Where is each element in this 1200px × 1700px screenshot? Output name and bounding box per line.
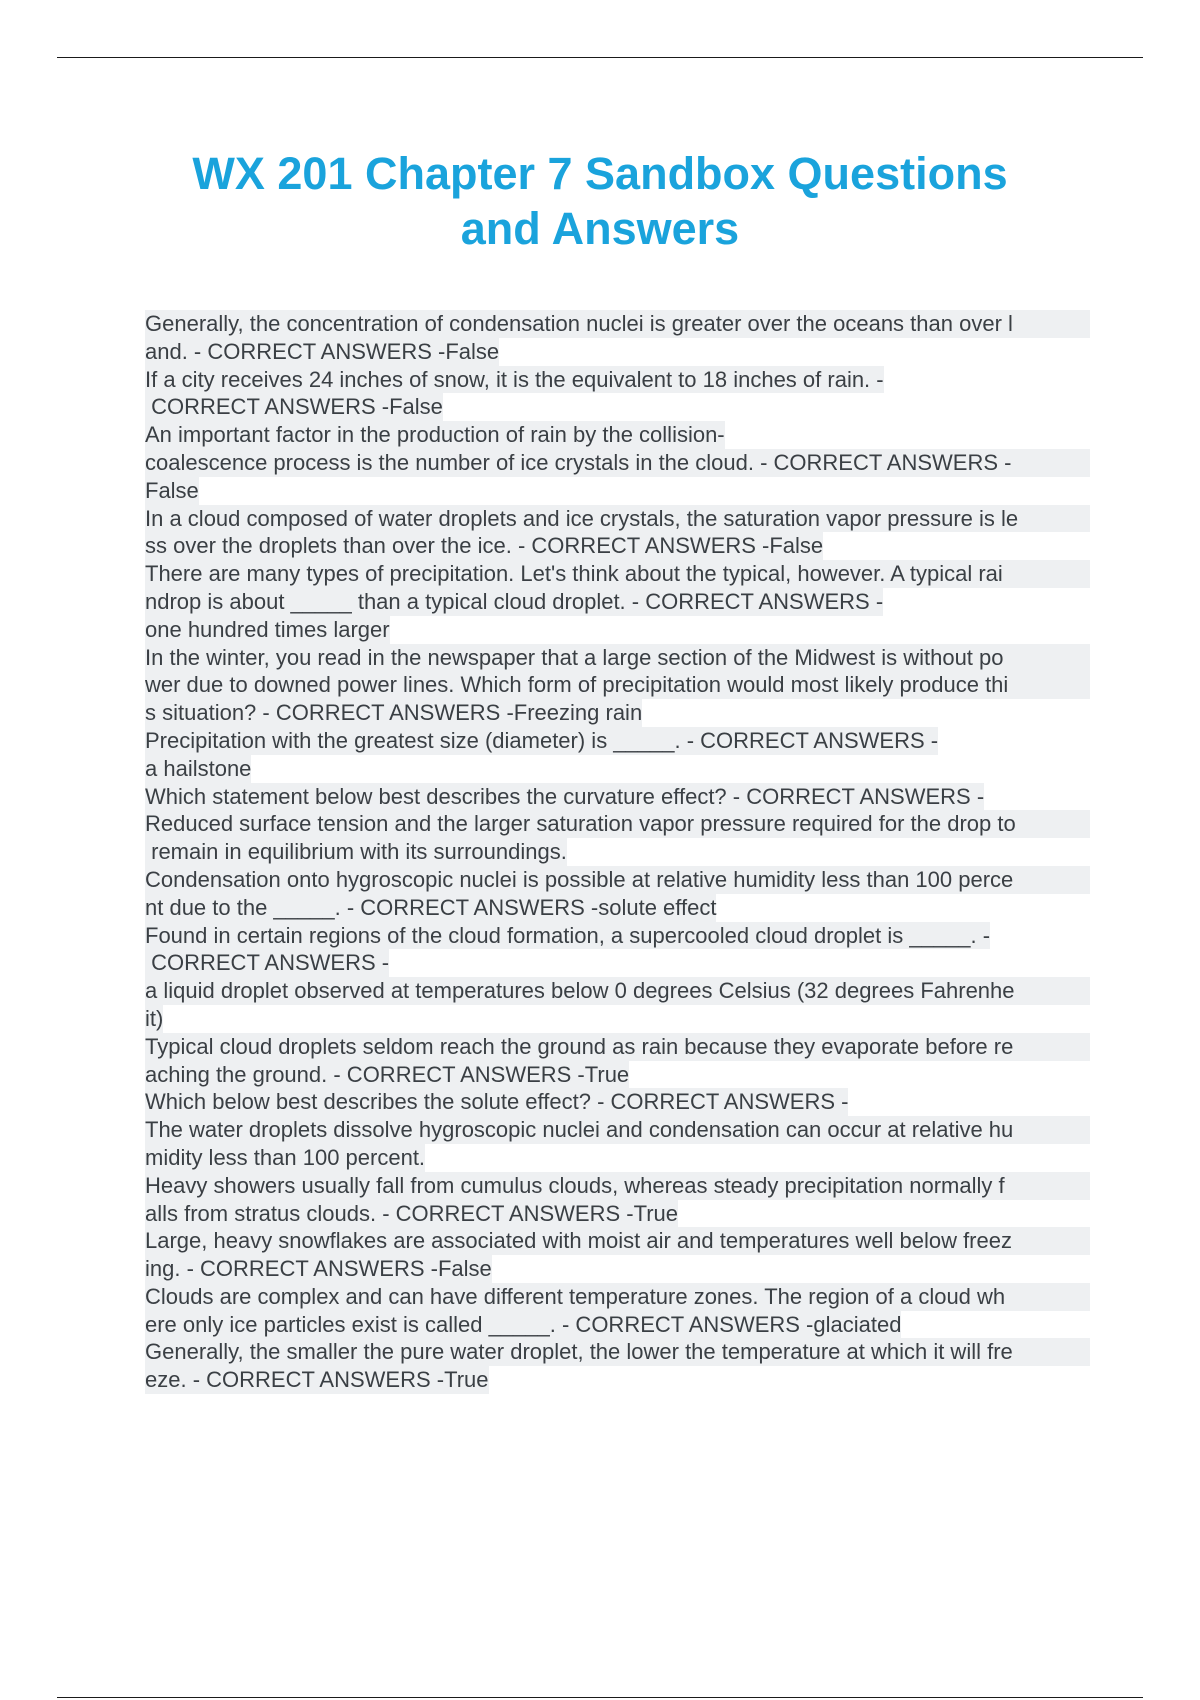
text-line: midity less than 100 percent. bbox=[145, 1144, 426, 1170]
text-line: a liquid droplet observed at temperatures below 0 degrees Celsius (32 degrees Fahrenhe bbox=[145, 977, 1090, 1005]
text-line: Generally, the concentration of condensation nuclei is greater over the oceans than over l bbox=[145, 310, 1090, 338]
text-line: ss over the droplets than over the ice. - CORRECT ANSWERS -False bbox=[145, 533, 824, 559]
bottom-rule bbox=[57, 1697, 1143, 1698]
text-line: In a cloud composed of water droplets and ice crystals, the saturation vapor pressure is le bbox=[145, 505, 1090, 533]
text-line: wer due to downed power lines. Which form of precipitation would most likely produce thi bbox=[145, 671, 1090, 699]
text-line: ing. - CORRECT ANSWERS -False bbox=[145, 1256, 492, 1282]
text-line: Precipitation with the greatest size (diameter) is _____. - CORRECT ANSWERS - bbox=[145, 727, 939, 753]
top-rule bbox=[57, 57, 1143, 58]
text-line: nt due to the _____. - CORRECT ANSWERS -solute effect bbox=[145, 894, 717, 920]
title-line-2: and Answers bbox=[460, 203, 740, 254]
title-line-1: WX 201 Chapter 7 Sandbox Questions bbox=[192, 148, 1008, 199]
text-line: Which statement below best describes the curvature effect? - CORRECT ANSWERS - bbox=[145, 783, 985, 809]
text-line: it) bbox=[145, 1005, 164, 1031]
text-line: Reduced surface tension and the larger saturation vapor pressure required for the drop to bbox=[145, 810, 1090, 838]
text-line: eze. - CORRECT ANSWERS -True bbox=[145, 1367, 489, 1393]
text-line: False bbox=[145, 477, 199, 503]
text-line: s situation? - CORRECT ANSWERS -Freezing rain bbox=[145, 700, 643, 726]
text-line: Found in certain regions of the cloud formation, a supercooled cloud droplet is _____. - bbox=[145, 922, 991, 948]
text-line: Generally, the smaller the pure water droplet, the lower the temperature at which it will fre bbox=[145, 1338, 1090, 1366]
text-line: alls from stratus clouds. - CORRECT ANSWERS -True bbox=[145, 1200, 678, 1226]
text-line: An important factor in the production of rain by the collision- bbox=[145, 422, 725, 448]
text-line: Heavy showers usually fall from cumulus clouds, whereas steady precipitation normally f bbox=[145, 1172, 1090, 1200]
text-line: Typical cloud droplets seldom reach the ground as rain because they evaporate before re bbox=[145, 1033, 1090, 1061]
text-line: aching the ground. - CORRECT ANSWERS -True bbox=[145, 1061, 630, 1087]
text-line: ere only ice particles exist is called _____. - CORRECT ANSWERS -glaciated bbox=[145, 1311, 902, 1337]
text-line: CORRECT ANSWERS -False bbox=[145, 394, 443, 420]
text-line: ndrop is about _____ than a typical cloud droplet. - CORRECT ANSWERS - bbox=[145, 588, 884, 614]
qa-body bbox=[145, 310, 1090, 1394]
text-line: If a city receives 24 inches of snow, it is the equivalent to 18 inches of rain. - bbox=[145, 366, 884, 392]
text-line: In the winter, you read in the newspaper that a large section of the Midwest is without po bbox=[145, 644, 1090, 672]
text-line: There are many types of precipitation. Let's think about the typical, however. A typical rai bbox=[145, 560, 1090, 588]
text-line: and. - CORRECT ANSWERS -False bbox=[145, 338, 500, 364]
text-line: remain in equilibrium with its surroundings. bbox=[145, 839, 567, 865]
text-line: one hundred times larger bbox=[145, 616, 390, 642]
document-title bbox=[100, 146, 1100, 256]
text-line: Condensation onto hygroscopic nuclei is possible at relative humidity less than 100 perce bbox=[145, 866, 1090, 894]
text-line: Large, heavy snowflakes are associated with moist air and temperatures well below freez bbox=[145, 1227, 1090, 1255]
text-line: coalescence process is the number of ice crystals in the cloud. - CORRECT ANSWERS - bbox=[145, 449, 1090, 477]
text-line: Clouds are complex and can have different temperature zones. The region of a cloud wh bbox=[145, 1283, 1090, 1311]
text-line: a hailstone bbox=[145, 755, 252, 781]
text-line: CORRECT ANSWERS - bbox=[145, 950, 390, 976]
text-line: Which below best describes the solute effect? - CORRECT ANSWERS - bbox=[145, 1089, 849, 1115]
text-line: The water droplets dissolve hygroscopic nuclei and condensation can occur at relative hu bbox=[145, 1116, 1090, 1144]
